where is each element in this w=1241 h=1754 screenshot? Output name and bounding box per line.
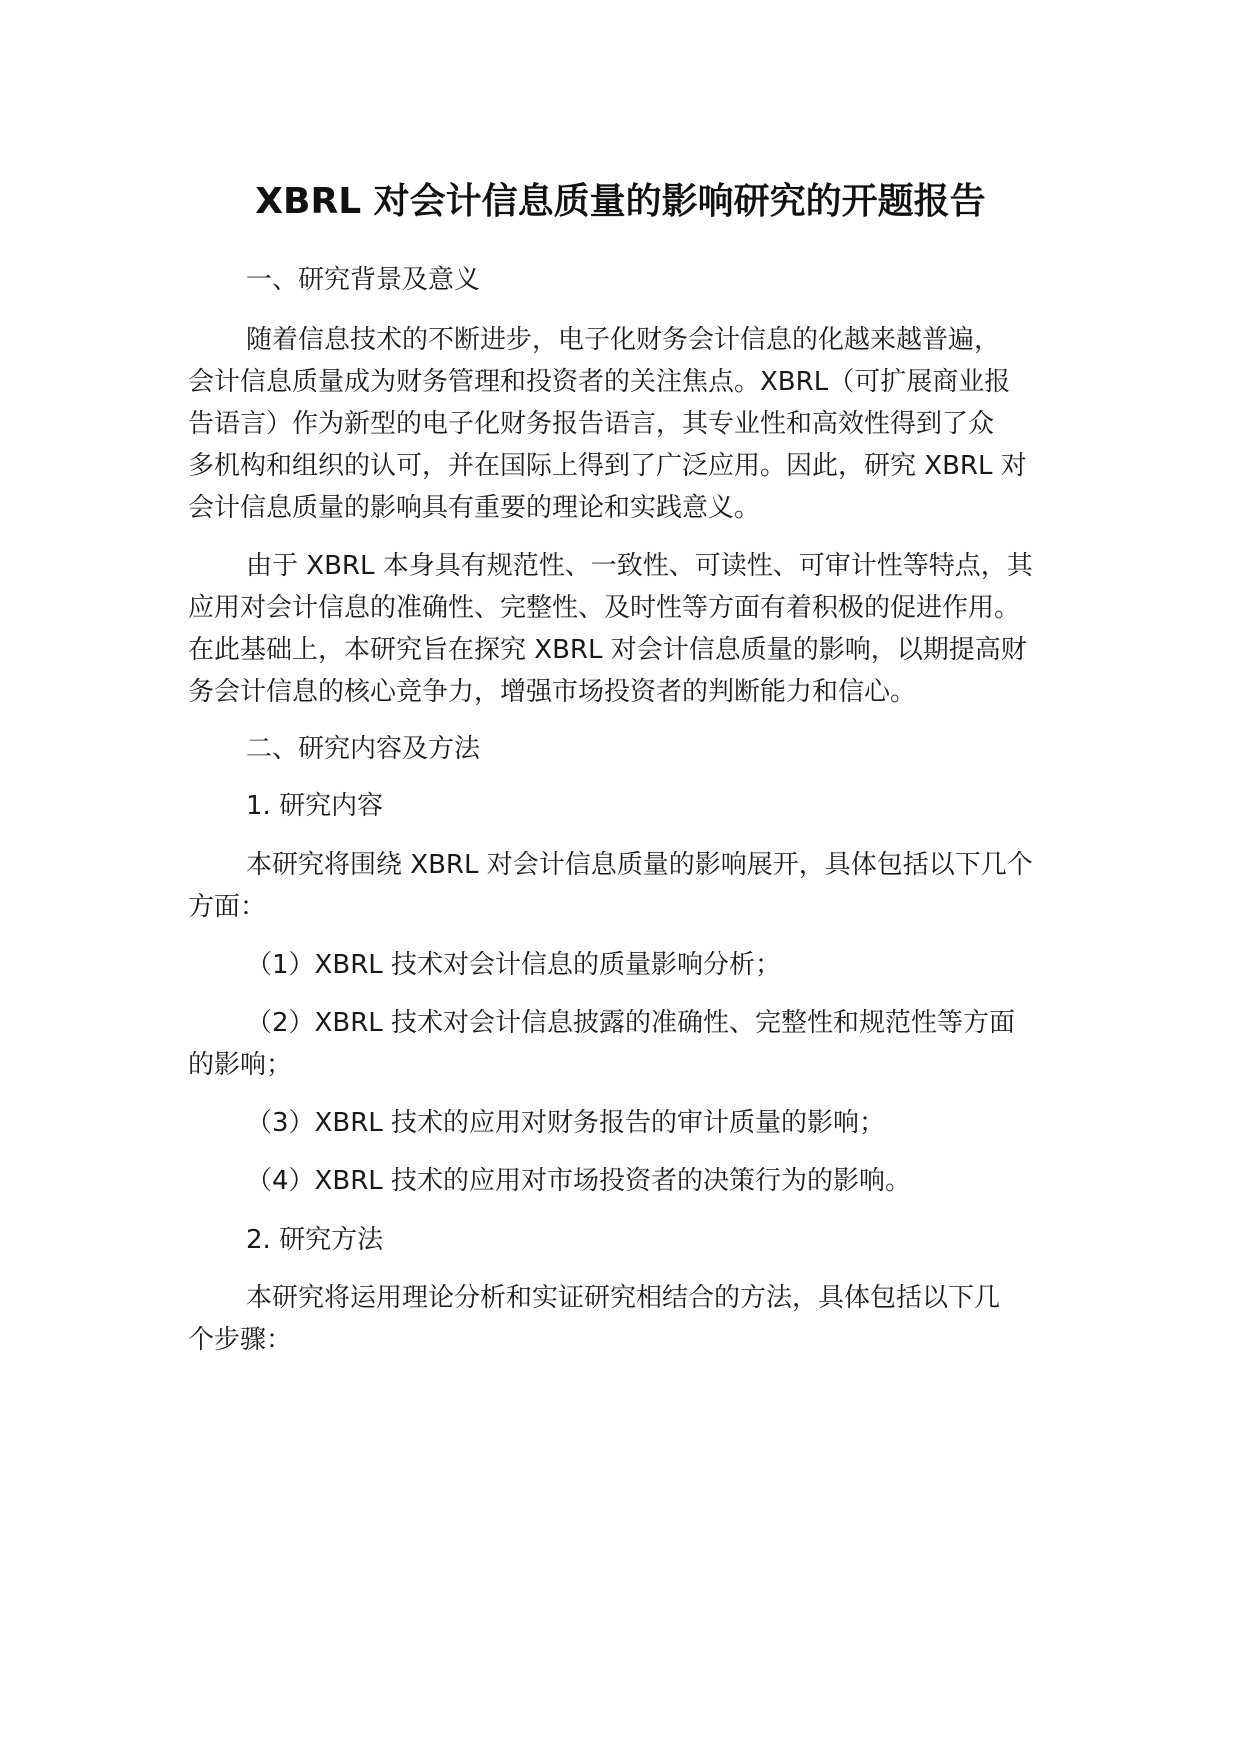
list-item-continuation: 的影响； [188, 1050, 293, 1080]
paragraph-line: 随着信息技术的不断进步，电子化财务会计信息的化越来越普遍， [246, 325, 1001, 355]
list-item: （3）XBRL 技术的应用对财务报告的审计质量的影响； [246, 1108, 886, 1138]
document-title: XBRL 对会计信息质量的影响研究的开题报告 [255, 181, 986, 222]
section-heading-background: 一、研究背景及意义 [246, 265, 481, 295]
paragraph-line: 会计信息质量的影响具有重要的理论和实践意义。 [188, 493, 761, 523]
subsection-heading-method: 2. 研究方法 [246, 1225, 384, 1255]
paragraph-line: 务会计信息的核心竞争力，增强市场投资者的判断能力和信心。 [188, 677, 917, 707]
paragraph-line: 个步骤： [188, 1325, 293, 1355]
paragraph-line: 在此基础上，本研究旨在探究 XBRL 对会计信息质量的影响，以期提高财 [188, 635, 1027, 665]
list-item: （4）XBRL 技术的应用对市场投资者的决策行为的影响。 [246, 1166, 912, 1196]
paragraph-line: 告语言）作为新型的电子化财务报告语言，其专业性和高效性得到了众 [188, 409, 995, 439]
list-item: （2）XBRL 技术对会计信息披露的准确性、完整性和规范性等方面 [246, 1008, 1016, 1038]
paragraph-line: 应用对会计信息的准确性、完整性、及时性等方面有着积极的促进作用。 [188, 593, 1021, 623]
subsection-heading-content: 1. 研究内容 [246, 791, 384, 821]
paragraph-line: 本研究将运用理论分析和实证研究相结合的方法，具体包括以下几 [246, 1283, 1001, 1313]
paragraph-line: 会计信息质量成为财务管理和投资者的关注焦点。XBRL（可扩展商业报 [188, 367, 1011, 397]
paragraph-line: 方面： [188, 892, 267, 922]
paragraph-line: 本研究将围绕 XBRL 对会计信息质量的影响展开，具体包括以下几个 [246, 850, 1033, 880]
section-heading-content-method: 二、研究内容及方法 [246, 734, 481, 764]
paragraph-line: 由于 XBRL 本身具有规范性、一致性、可读性、可审计性等特点，其 [246, 551, 1033, 581]
paragraph-line: 多机构和组织的认可，并在国际上得到了广泛应用。因此，研究 XBRL 对 [188, 451, 1027, 481]
list-item: （1）XBRL 技术对会计信息的质量影响分析； [246, 950, 782, 980]
